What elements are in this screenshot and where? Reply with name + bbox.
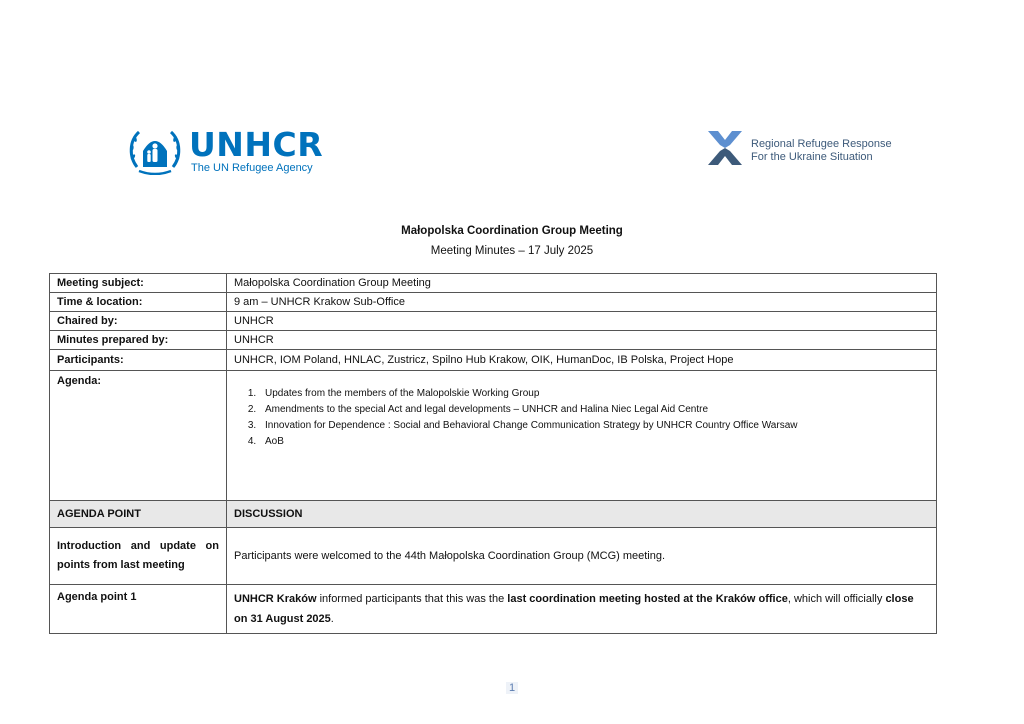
agenda-row [50, 371, 937, 501]
ap1-bold-2: last coordination meeting hosted at the Kraków office [507, 593, 788, 605]
table-row [50, 331, 937, 350]
rrr-logo [704, 127, 894, 171]
agenda-point-1-text [227, 585, 937, 634]
minutes-prepared-value: UNHCR [227, 331, 937, 350]
document-subtitle: Meeting Minutes – 17 July 2025 [430, 245, 594, 257]
table-row [50, 528, 937, 585]
table-row [50, 350, 937, 371]
meeting-subject-label: Meeting subject: [50, 274, 227, 293]
ap1-bold-1: UNHCR Kraków [234, 593, 317, 605]
chaired-by-label: Chaired by: [50, 312, 227, 331]
table-row [50, 312, 937, 331]
time-location-value: 9 am – UNHCR Krakow Sub-Office [227, 293, 937, 312]
minutes-prepared-label: Minutes prepared by: [50, 331, 227, 350]
meeting-subject-value: Małopolska Coordination Group Meeting [227, 274, 937, 293]
ap1-bold-3: close on 31 August 2025 [234, 593, 914, 625]
ap1-text-3: . [330, 613, 334, 625]
participants-label: Participants: [50, 350, 227, 371]
agenda-point-1-label: Agenda point 1 [50, 585, 227, 634]
agenda-item: 4. AoB [259, 434, 929, 450]
discussion-header: DISCUSSION [227, 501, 937, 528]
time-location-label: Time & location: [50, 293, 227, 312]
table-header-row [50, 501, 937, 528]
agenda-item: 3. Innovation for Dependence : Social and Behavioral Change Communication Strategy by UNHCR Country Office Warsaw [259, 418, 929, 434]
agenda-list [234, 386, 929, 450]
agenda-point-header: AGENDA POINT [50, 501, 227, 528]
unhcr-emblem-icon [127, 127, 183, 175]
table-row [50, 293, 937, 312]
unhcr-brand-text: UNHCR [189, 125, 324, 164]
minutes-table [49, 273, 937, 634]
unhcr-tagline: The UN Refugee Agency [191, 162, 313, 174]
agenda-item: 1. Updates from the members of the Malopolskie Working Group [259, 386, 929, 402]
page-number: 1 [506, 682, 518, 694]
intro-label: Introduction and update on points from last meeting [50, 528, 227, 585]
rrr-cross-icon [704, 127, 746, 169]
ap1-text-2: , which will officially [787, 593, 886, 605]
rrr-line-1: Regional Refugee Response [751, 138, 892, 150]
unhcr-logo [127, 127, 332, 177]
document-title: Małopolska Coordination Group Meeting [401, 225, 623, 237]
table-row [50, 274, 937, 293]
ap1-text-1: informed participants that this was the [316, 593, 508, 605]
participants-value: UNHCR, IOM Poland, HNLAC, Zustricz, Spilno Hub Krakow, OIK, HumanDoc, IB Polska, Project Hope [227, 350, 937, 371]
intro-text: Participants were welcomed to the 44th Małopolska Coordination Group (MCG) meeting. [227, 528, 937, 585]
agenda-cell [227, 371, 937, 501]
agenda-label: Agenda: [50, 371, 227, 501]
chaired-by-value: UNHCR [227, 312, 937, 331]
rrr-line-2: For the Ukraine Situation [751, 151, 873, 163]
agenda-item: 2. Amendments to the special Act and legal developments – UNHCR and Halina Niec Legal Aid Centre [259, 402, 929, 418]
table-row [50, 585, 937, 634]
